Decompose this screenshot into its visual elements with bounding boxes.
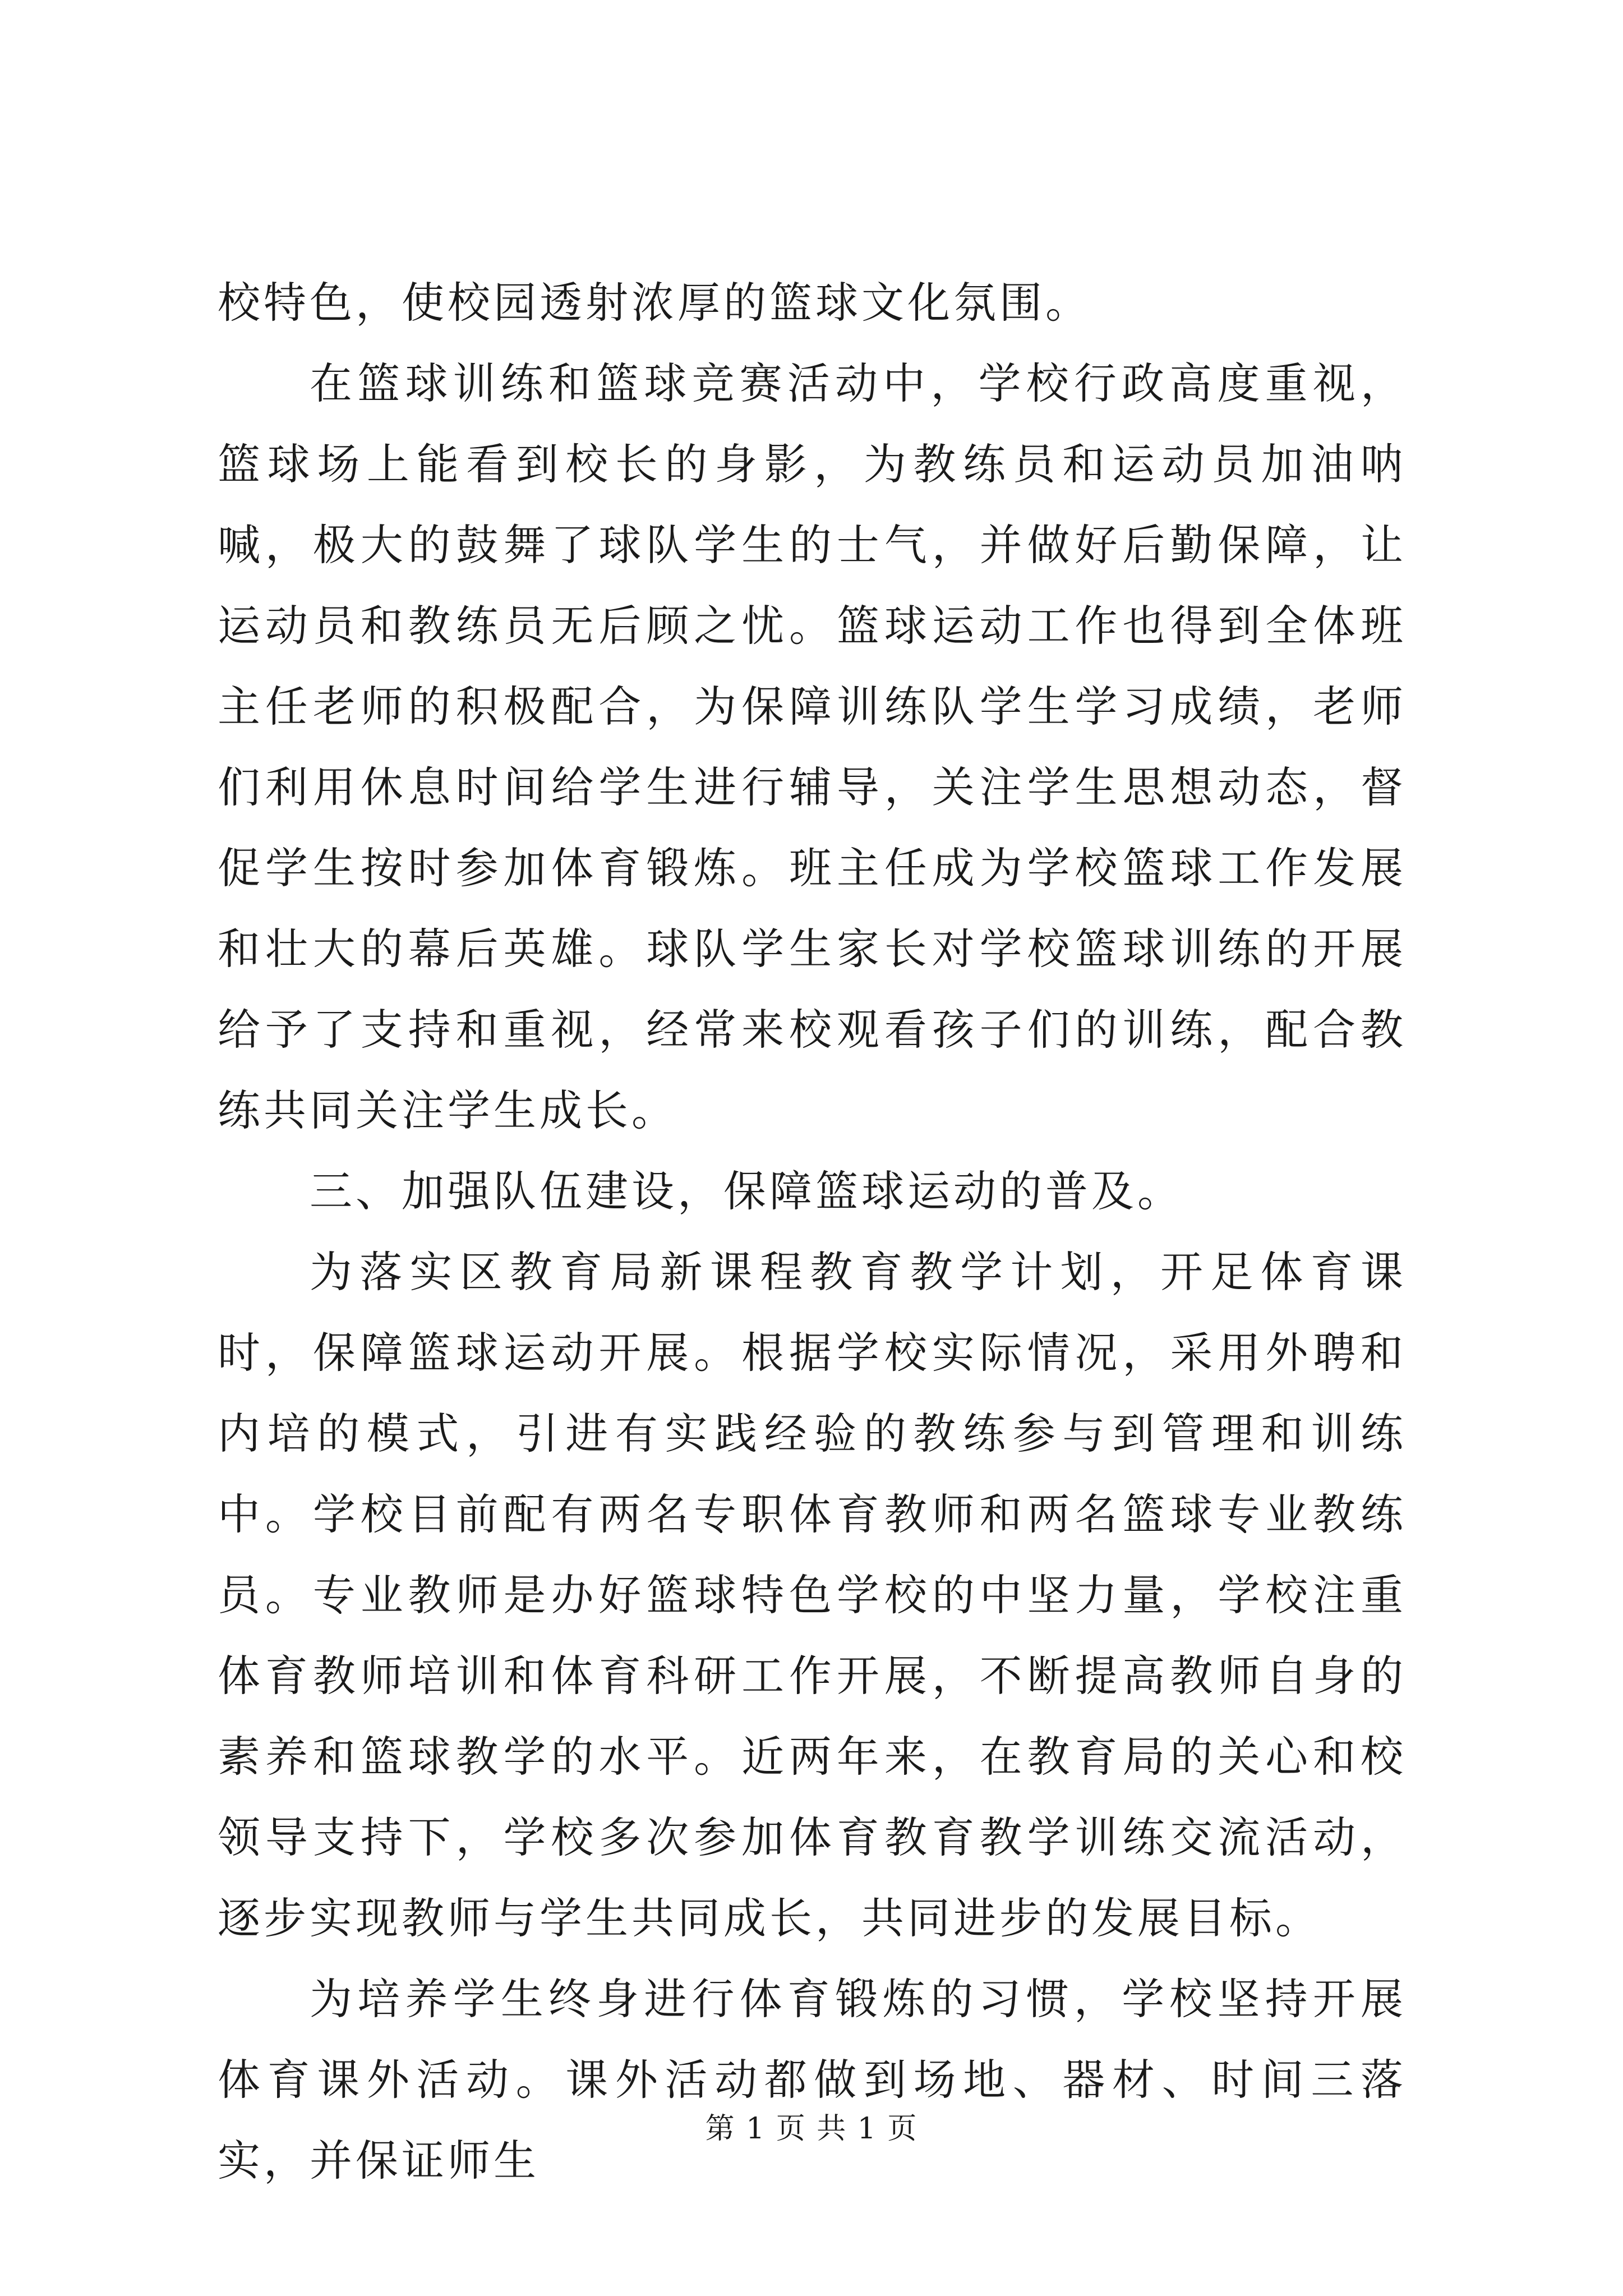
document-body (218, 263, 1407, 2201)
paragraph-4: 为落实区教育局新课程教育教学计划，开足体育课时，保障篮球运动开展。根据学校实际情况，采用外聘和内培的模式，引进有实践经验的教练参与到管理和训练中。学校目前配有两名专职体育教师和两名篮球专业教练员。专业教师是办好篮球特色学校的中坚力量，学校注重体育教师培训和体育科研工作开展，不断提高教师自身的素养和篮球教学的水平。近两年来，在教育局的关心和校领导支持下，学校多次参加体育教育教学训练交流活动，逐步实现教师与学生共同成长，共同进步的发展目标。 (218, 1247, 1407, 1943)
page-number-footer: 第 1 页 共 1 页 (705, 2112, 918, 2146)
paragraph-5: 为培养学生终身进行体育锻炼的习惯，学校坚持开展体育课外活动。课外活动都做到场地、器材、时间三落实，并保证师生 (218, 1974, 1407, 2185)
section-heading-3: 三、加强队伍建设，保障篮球运动的普及。 (310, 1166, 1183, 1216)
paragraph-2: 在篮球训练和篮球竞赛活动中，学校行政高度重视，篮球场上能看到校长的身影，为教练员和运动员加油呐喊，极大的鼓舞了球队学生的士气，并做好后勤保障，让运动员和教练员无后顾之忧。篮球运动工作也得到全体班主任老师的积极配合，为保障训练队学生学习成绩，老师们利用休息时间给学生进行辅导，关注学生思想动态，督促学生按时参加体育锻炼。班主任成为学校篮球工作发展和壮大的幕后英雄。球队学生家长对学校篮球训练的开展给予了支持和重视，经常来校观看孩子们的训练，配合教练共同关注学生成长。 (218, 358, 1407, 1135)
paragraph-1: 校特色，使校园透射浓厚的篮球文化氛围。 (218, 278, 1091, 328)
